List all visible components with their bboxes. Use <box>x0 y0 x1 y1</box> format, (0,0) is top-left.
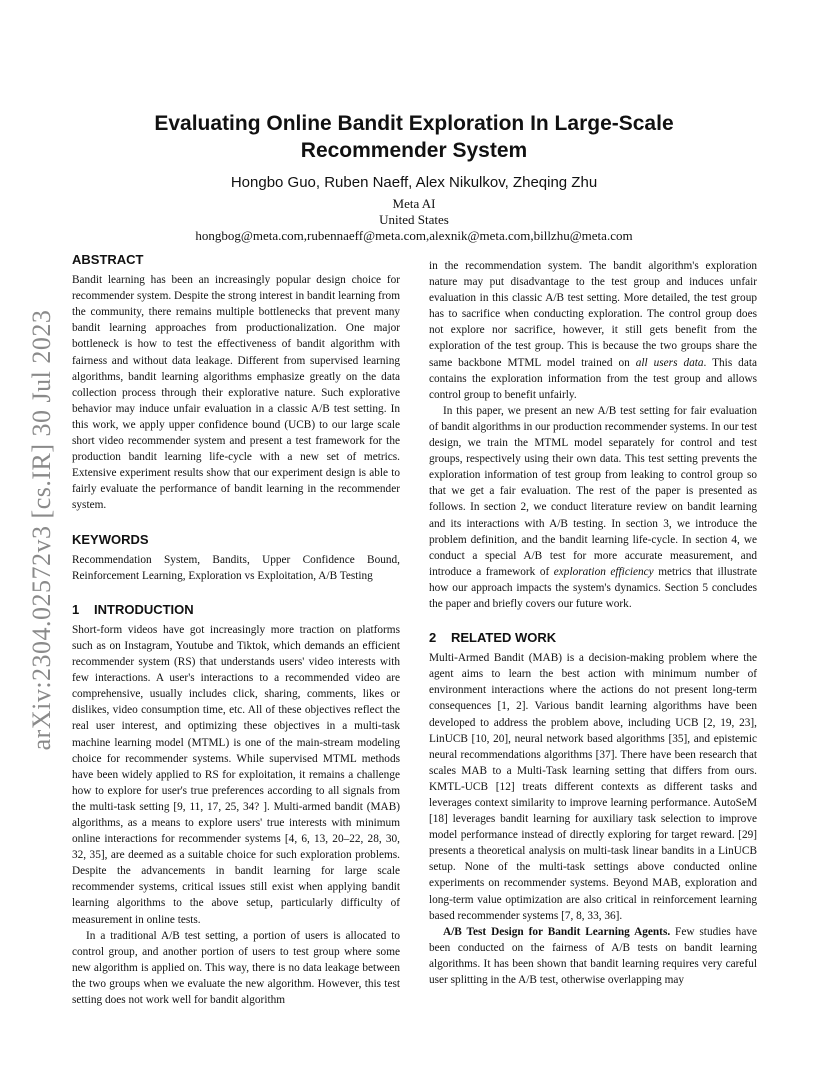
arxiv-stamp-text: arXiv:2304.02572v3 [cs.IR] 30 Jul 2023 <box>27 309 56 751</box>
run-in-heading-ab-test-design: A/B Test Design for Bandit Learning Agents. <box>443 925 671 938</box>
country: United States <box>379 212 449 227</box>
section-2-heading <box>429 630 757 646</box>
right-column <box>429 258 757 988</box>
intro-paragraph-2-continued: in the recommendation system. The bandit algorithm's exploration nature may put disadvantage to the test group and induces unfair evaluation in this classic A/B test setting. More detailed, the test group has to sacrifice when conducting exploration. The control group does not explore nor sacrifice, however, it still gets benefit from the exploration of the test group. This is because the two groups share the same backbone MTML model trained on all users data. This data contains the exploration information from the test group and allows control group to benefit unfairly. <box>429 260 757 401</box>
abstract-heading: ABSTRACT <box>72 252 144 267</box>
section-2-title: RELATED WORK <box>451 630 557 646</box>
section-1-number: 1 <box>72 601 80 617</box>
abstract-text: Bandit learning has been an increasingly popular design choice for recommender system. Despite the strong interest in bandit learning from the community, there remains multiple bottlenecks that prevent many bandit learning approaches from productionalization. One major bottleneck is how to test the effectiveness of bandit algorithm with fairness and without data leakage. Different from supervised learning algorithms, bandit learning algorithms emphasize greatly on the data collection process through their explorative nature. Such explorative behavior may induce unfair evaluation in a classic A/B test setting. In this work, we apply upper confidence bound (UCB) to our large scale short video recommender system and present a test framework for the production bandit learning life-cycle with a new set of metrics. Extensive experiment results show that our experiment design is able to fairly evaluate the performance of bandit learning in the recommender system. <box>72 274 400 512</box>
related-paragraph-2: A/B Test Design for Bandit Learning Agents. Few studies have been conducted on the fairness of A/B tests on bandit learning algorithms. It has been shown that bandit learning requires very careful user splitting in the A/B test, otherwise overlapping may <box>429 925 757 987</box>
affiliation: Meta AI <box>392 196 436 211</box>
title-line-1: Evaluating Online Bandit Exploration In Large-Scale <box>154 112 674 135</box>
intro-paragraph-3: In this paper, we present an new A/B test setting for fair evaluation of bandit algorithms in our production recommender systems. In our test design, we train the MTML model separately for control and test groups, respectively using their own data. This test setting prevents the exploration information of test group from leaking to control group so that we get a fair evaluation. The rest of the paper is presented as follows. In section 2, we conduct literature review on bandit learning and its interactions with A/B testing. In section 3, we introduce the problem definition, and the bandit learning life-cycle. In section 4, we conduct a special A/B test for more accurate measurement, and introduce a framework of exploration efficiency metrics that illustrate how our approach impacts the system's dynamics. Section 5 concludes the paper and briefly covers our future work. <box>429 404 757 610</box>
section-2-number: 2 <box>429 630 437 646</box>
section-1-heading <box>72 602 400 618</box>
title-line-2: Recommender System <box>300 139 528 162</box>
emphasis-all-users-data: all users data <box>635 356 704 369</box>
arxiv-sidebar-stamp <box>22 300 62 760</box>
related-paragraph-1: Multi-Armed Bandit (MAB) is a decision-making problem where the agent aims to learn the best action with minimum number of environment interactions where the actions do not present long-term consequences [1, 2]. Various bandit learning algorithms have been developed to address the problem above, including UCB [2, 19, 23], LinUCB [10, 20], neural network based algorithms [35], and epistemic neural recommendations algorithms [37]. There have been research that scales MAB to a Multi-Task learning setting that differs from ours. KMTL-UCB [12] treats different contexts as different tasks and leverages context similarity to improve learning performance. AutoSeM [18] leverages bandit learning for auxiliary task selection to improve model performance instead of directly exploring for target reward. [29] presents a theoretical analysis on multi-task linear bandits in a LinUCB setup. None of the multi-task settings above conducted online experiments on recommender systems. Beyond MAB, exploration and long-term value optimization are also critical in reinforcement learning based recommender systems [7, 8, 33, 36]. <box>429 652 757 922</box>
keywords-text: Recommendation System, Bandits, Upper Confidence Bound, Reinforcement Learning, Exploration vs Exploitation, A/B Testing <box>72 553 400 582</box>
intro-paragraph-2: In a traditional A/B test setting, a portion of users is allocated to control group, and another portion of users to test group where some new algorithm is applied on. This way, there is no data leakage between the two groups when we evaluate the new algorithm. However, this test setting does not work well for bandit algorithm <box>72 929 400 1007</box>
intro-paragraph-1: Short-form videos have got increasingly more traction on platforms such as on Instagram, Youtube and Tiktok, which demands an efficient recommender system (RS) that understands users' video interests with few interactions. A user's interactions to a recommended video are comprehensive, usually includes click, sharing, comments, likes or dislikes, video consumption time, etc. All of these objectives reflect the real user interest, and optimizing these objectives in a multi-task machine learning model (MTML) is one of the main-stream modeling choice for recommender systems. While supervised MTML methods have been widely applied to RS for exploitation, it remains a challenge how to explore for user's true preferences according to all signals from the multi-task setting [9, 11, 17, 25, 34? ]. Multi-armed bandit (MAB) algorithms, as a means to explore users' true interests with minimum online interactions for recommender systems [4, 6, 13, 20–22, 28, 30, 32, 35], are deemed as a suitable choice for such exploration problems. Despite the advancements in bandit learning for large scale recommender systems, critical issues still exist when applying bandit learning algorithms to the above setup, particularly difficulty of measurement in online tests. <box>72 623 400 926</box>
paper-title <box>80 110 748 164</box>
left-column <box>72 252 400 1008</box>
emphasis-exploration-efficiency: exploration efficiency <box>553 565 654 578</box>
keywords-heading: KEYWORDS <box>72 531 149 547</box>
section-1-title: INTRODUCTION <box>94 601 194 617</box>
author-list: Hongbo Guo, Ruben Naeff, Alex Nikulkov, Zheqing Zhu <box>230 174 598 191</box>
author-emails: hongbog@meta.com,rubennaeff@meta.com,alexnik@meta.com,billzhu@meta.com <box>195 228 633 243</box>
